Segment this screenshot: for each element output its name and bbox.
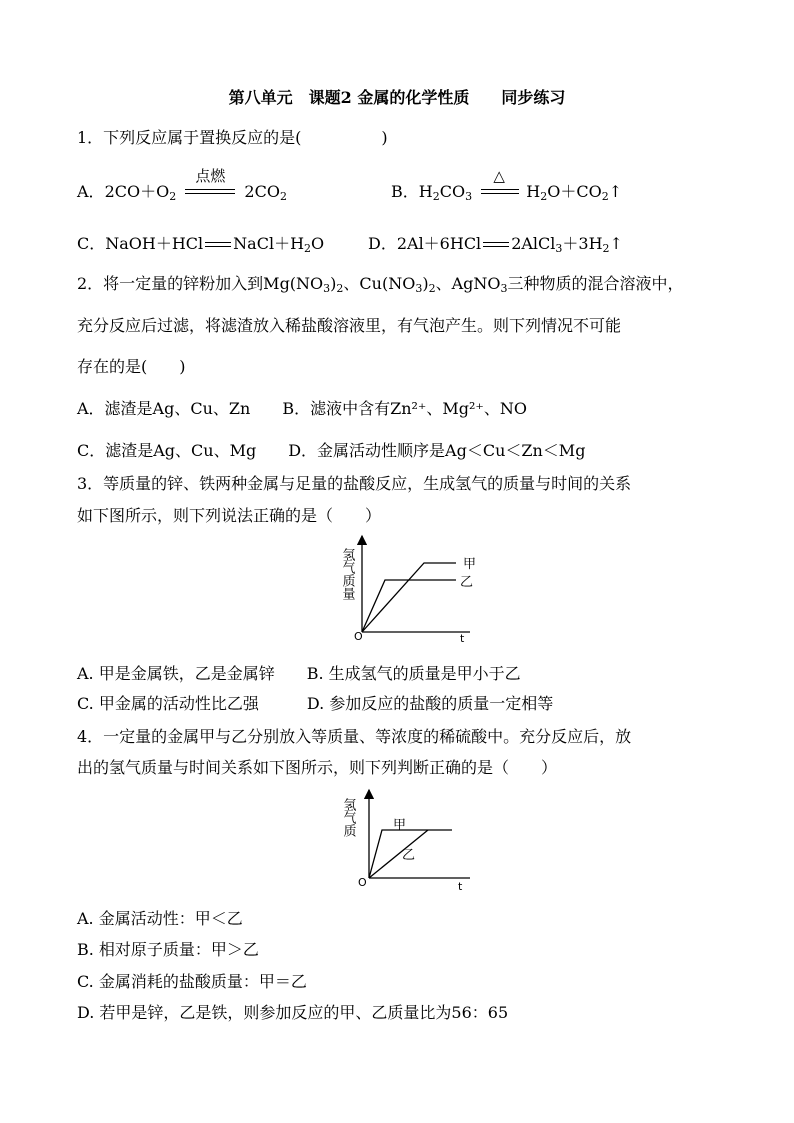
q4-origin-label: O [358,876,367,889]
q3-stem-line1: 3．等质量的锌、铁两种金属与足量的盐酸反应，生成氢气的质量与时间的关系 [77,474,632,493]
q4-stem-line1: 4．一定量的金属甲与乙分别放入等质量、等浓度的稀硫酸中。充分反应后，放 [77,727,632,746]
q1-option-d: D．2Al＋6HCl $2AlCl_3+3H_2↑$ [368,234,623,255]
gas-arrow-icon: ↑ [608,182,623,201]
q3-series-yi-label: 乙 [460,575,474,590]
q2-stem-line3: 存在的是( ) [77,357,186,376]
q4-x-label: t [458,880,463,893]
q3-graph [338,528,488,646]
q2-stem-line2: 充分反应后过滤，将滤渣放入稀盐酸溶液里，有气泡产生。则下列情况不可能 [77,316,622,335]
q3-stem-line2: 如下图所示，则下列说法正确的是（ ） [77,506,382,525]
q2-options-ab: A．滤渣是Ag、Cu、Zn B．滤液中含有Zn²⁺、Mg²⁺、NO [77,399,527,418]
q4-graph [338,782,488,894]
q4-series-yi-label: 乙 [402,848,416,863]
q1-b-condition: △ [493,167,505,185]
q1-option-c: C．NaOH＋HCl $NaCl+H_2O$ [77,234,325,255]
q4-option-b: B. 相对原子质量：甲＞乙 [77,940,259,959]
q2-options-cd: C．滤渣是Ag、Cu、Mg D．金属活动性顺序是Ag＜Cu＜Zn＜Mg [77,441,586,460]
q3-options-cd: C. 甲金属的活动性比乙强 D. 参加反应的盐酸的质量一定相等 [77,694,554,713]
q3-x-label: t [460,632,465,645]
equals-sign [203,234,233,254]
q1-option-a-label: A． [77,182,105,201]
equals-sign [481,234,511,254]
gas-arrow-icon: ↑ [609,234,623,253]
q1-a-condition: 点燃 [195,167,226,185]
reaction-condition-arrow [477,167,521,202]
page-title: 第八单元 课题2 金属的化学性质 同步练习 [228,88,566,107]
reaction-condition-arrow [181,167,239,202]
q3-series-yi-line [362,580,456,632]
q4-option-c: C. 金属消耗的盐酸质量：甲＝乙 [77,972,307,991]
q2-stem-line1: 2．将一定量的锌粉加入到$Mg(NO_3)_2$、$Cu(NO_3)_2$、AgNO$_3$三种物质的混合溶液中， [77,274,684,295]
q1-stem: 1．下列反应属于置换反应的是( ) [77,128,388,147]
q1-option-b: B．$H_2CO_3$ △ $H_2O+CO_2↑$ [391,167,623,203]
q4-series-yi-line [369,830,428,878]
q3-series-jia-label: 甲 [463,557,477,572]
q1-option-a: A．$2CO+O_2$ 点燃 $2CO_2$ [77,167,287,203]
q4-series-jia-label: 甲 [393,818,407,833]
q4-option-a: A. 金属活动性：甲＜乙 [77,909,243,928]
q3-series-jia-line [362,563,456,632]
q3-options-ab: A. 甲是金属铁，乙是金属锌 B. 生成氢气的质量是甲小于乙 [77,664,521,683]
q4-stem-line2: 出的氢气质量与时间关系如下图所示，则下列判断正确的是（ ） [77,758,558,777]
q3-origin-label: O [354,630,363,643]
q4-option-d: D. 若甲是锌，乙是铁，则参加反应的甲、乙质量比为56：65 [77,1003,509,1022]
q4-y-label: 氢气质 [340,798,356,837]
q3-y-label: 氢气质量 [339,548,355,600]
q1-option-b-label: B． [391,182,419,201]
